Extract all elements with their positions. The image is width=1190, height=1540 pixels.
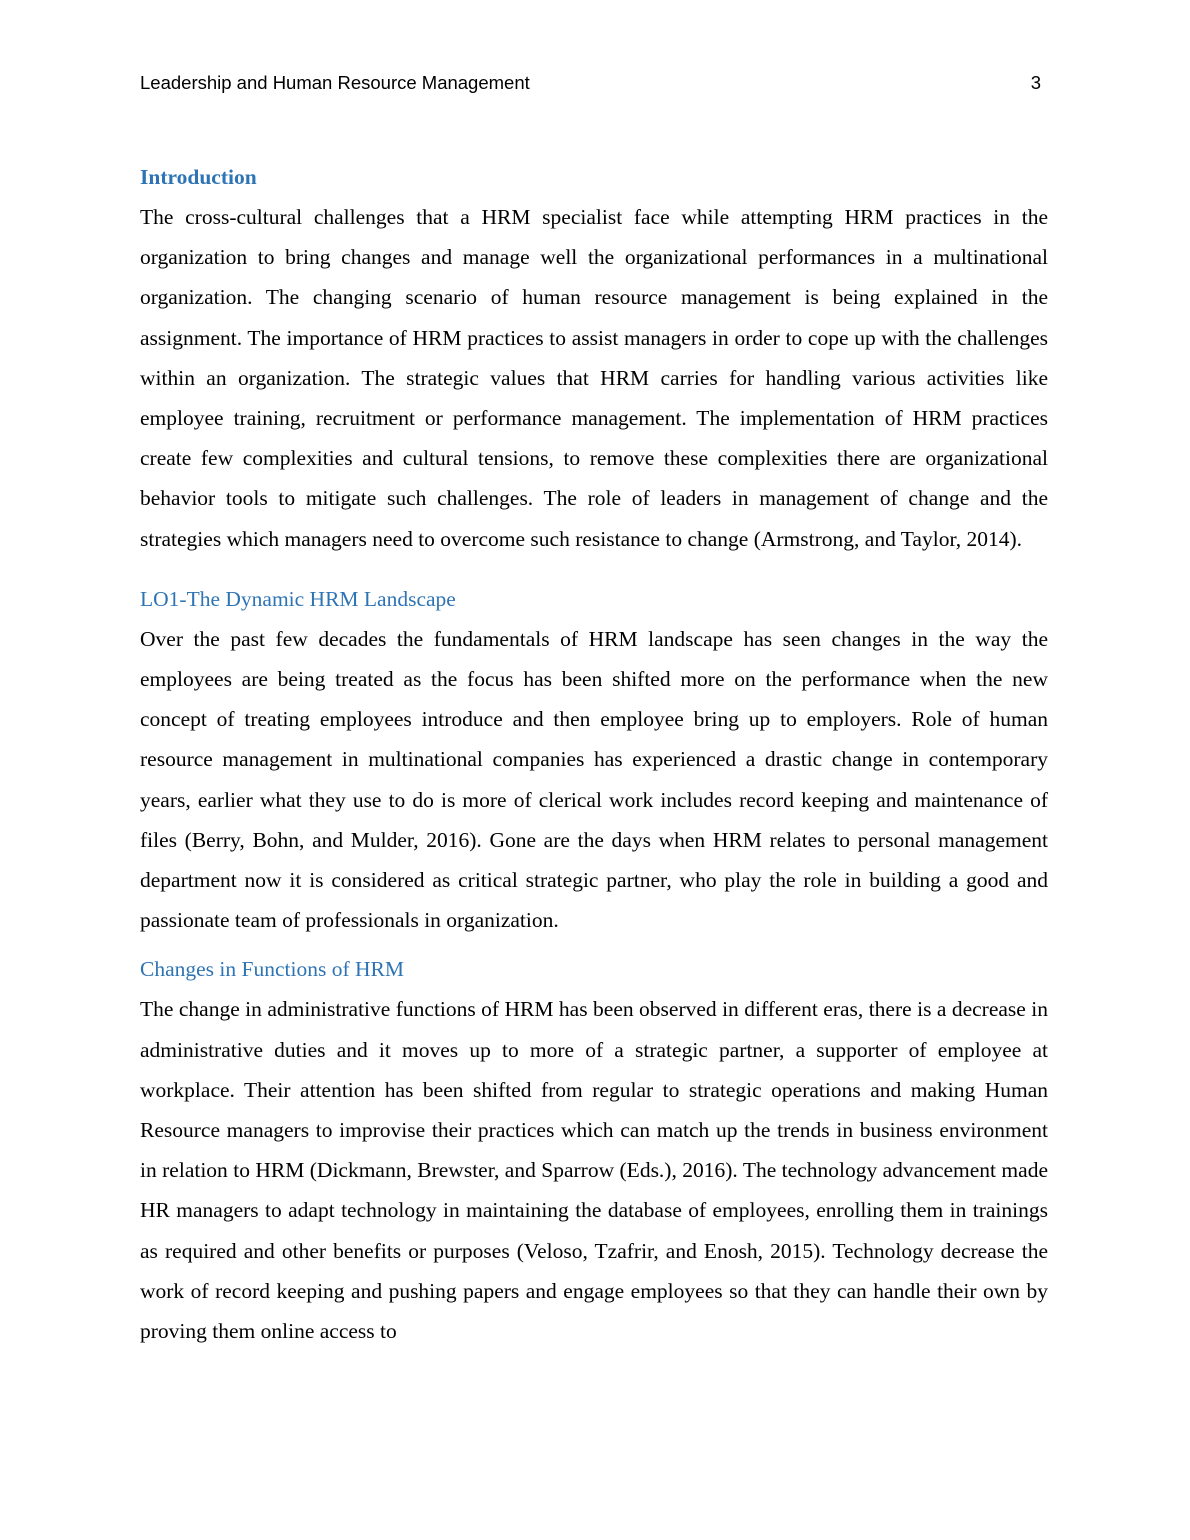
- header-title: Leadership and Human Resource Management: [140, 72, 530, 93]
- introduction-heading: Introduction: [140, 165, 257, 189]
- lo1-heading: LO1-The Dynamic HRM Landscape: [140, 586, 456, 611]
- changes-heading: Changes in Functions of HRM: [140, 957, 404, 982]
- page-number: 3: [1030, 72, 1041, 93]
- introduction-paragraph: The cross-cultural challenges that a HRM specialist face while attempting HRM practices in the organization to bring changes and manage well the organizational performances in a multinational organization. The changing scenario of human resource management is being explained in the assignment. The importance of HRM practices to assist managers in order to cope up with the challenges within an organization. The strategic values that HRM carries for handling various activities like employee training, recruitment or performance management. The implementation of HRM practices create few complexities and cultural tensions, to remove these complexities there are organizational behavior tools to mitigate such challenges. The role of leaders in management of change and the strategies which managers need to overcome such resistance to change (Armstrong, and Taylor, 2014).: [140, 205, 1048, 551]
- lo1-paragraph: Over the past few decades the fundamentals of HRM landscape has seen changes in the way the employees are being treated as the focus has been shifted more on the performance when the new concept of treating employees introduce and then employee bring up to employers. Role of human resource management in multinational companies has experienced a drastic change in contemporary years, earlier what they use to do is more of clerical work includes record keeping and maintenance of files (Berry, Bohn, and Mulder, 2016). Gone are the days when HRM relates to personal management department now it is considered as critical strategic partner, who play the role in building a good and passionate team of professionals in organization.: [140, 626, 1048, 933]
- document-body: [140, 160, 1048, 1351]
- page-header: [140, 70, 1048, 96]
- changes-paragraph: The change in administrative functions of HRM has been observed in different eras, there is a decrease in administrative duties and it moves up to more of a strategic partner, a supporter of employee at workplace. Their attention has been shifted from regular to strategic operations and making Human Resource managers to improvise their practices which can match up the trends in business environment in relation to HRM (Dickmann, Brewster, and Sparrow (Eds.), 2016). The technology advancement made HR managers to adapt technology in maintaining the database of employees, enrolling them in trainings as required and other benefits or purposes (Veloso, Tzafrir, and Enosh, 2015). Technology decrease the work of record keeping and pushing papers and engage employees so that they can handle their own by proving them online access to: [140, 997, 1048, 1344]
